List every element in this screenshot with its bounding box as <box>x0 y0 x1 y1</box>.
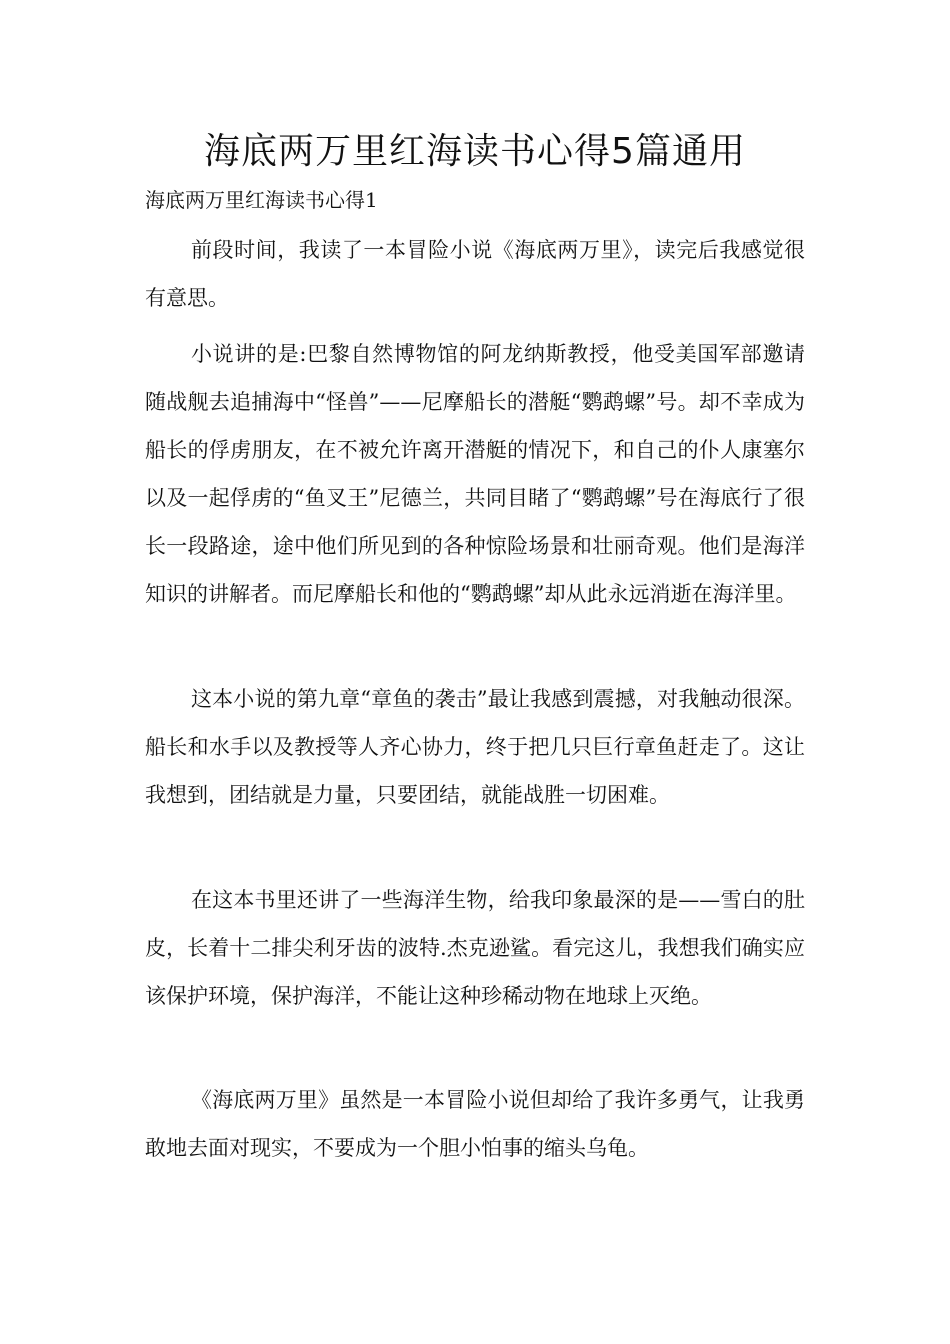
paragraph-2: 小说讲的是:巴黎自然博物馆的阿龙纳斯教授，他受美国军部邀请随战舰去追捕海中“怪兽”——尼摩船长的潜艇“鹦鹉螺”号。却不幸成为船长的俘虏朋友，在不被允许离开潜艇的情况下，和自己的仆人康塞尔以及一起俘虏的“鱼叉王”尼德兰，共同目睹了“鹦鹉螺”号在海底行了很长一段路途，途中他们所见到的各种惊险场景和壮丽奇观。他们是海洋知识的讲解者。而尼摩船长和他的“鹦鹉螺”却从此永远消逝在海洋里。 <box>145 342 805 606</box>
paragraph-1: 前段时间，我读了一本冒险小说《海底两万里》，读完后我感觉很有意思。 <box>145 238 805 310</box>
paragraph-5: 《海底两万里》虽然是一本冒险小说但却给了我许多勇气，让我勇敢地去面对现实，不要成为一个胆小怕事的缩头乌龟。 <box>145 1088 805 1160</box>
paragraph-4: 在这本书里还讲了一些海洋生物，给我印象最深的是——雪白的肚皮，长着十二排尖利牙齿的波特.杰克逊鲨。看完这儿，我想我们确实应该保护环境，保护海洋，不能让这种珍稀动物在地球上灭绝。 <box>145 888 805 1008</box>
section-heading: 海底两万里红海读书心得1 <box>145 188 378 212</box>
paragraph-3: 这本小说的第九章“章鱼的袭击”最让我感到震撼，对我触动很深。船长和水手以及教授等人齐心协力，终于把几只巨行章鱼赶走了。这让我想到，团结就是力量，只要团结，就能战胜一切困难。 <box>145 687 805 807</box>
document-title: 海底两万里红海读书心得5篇通用 <box>204 131 746 172</box>
